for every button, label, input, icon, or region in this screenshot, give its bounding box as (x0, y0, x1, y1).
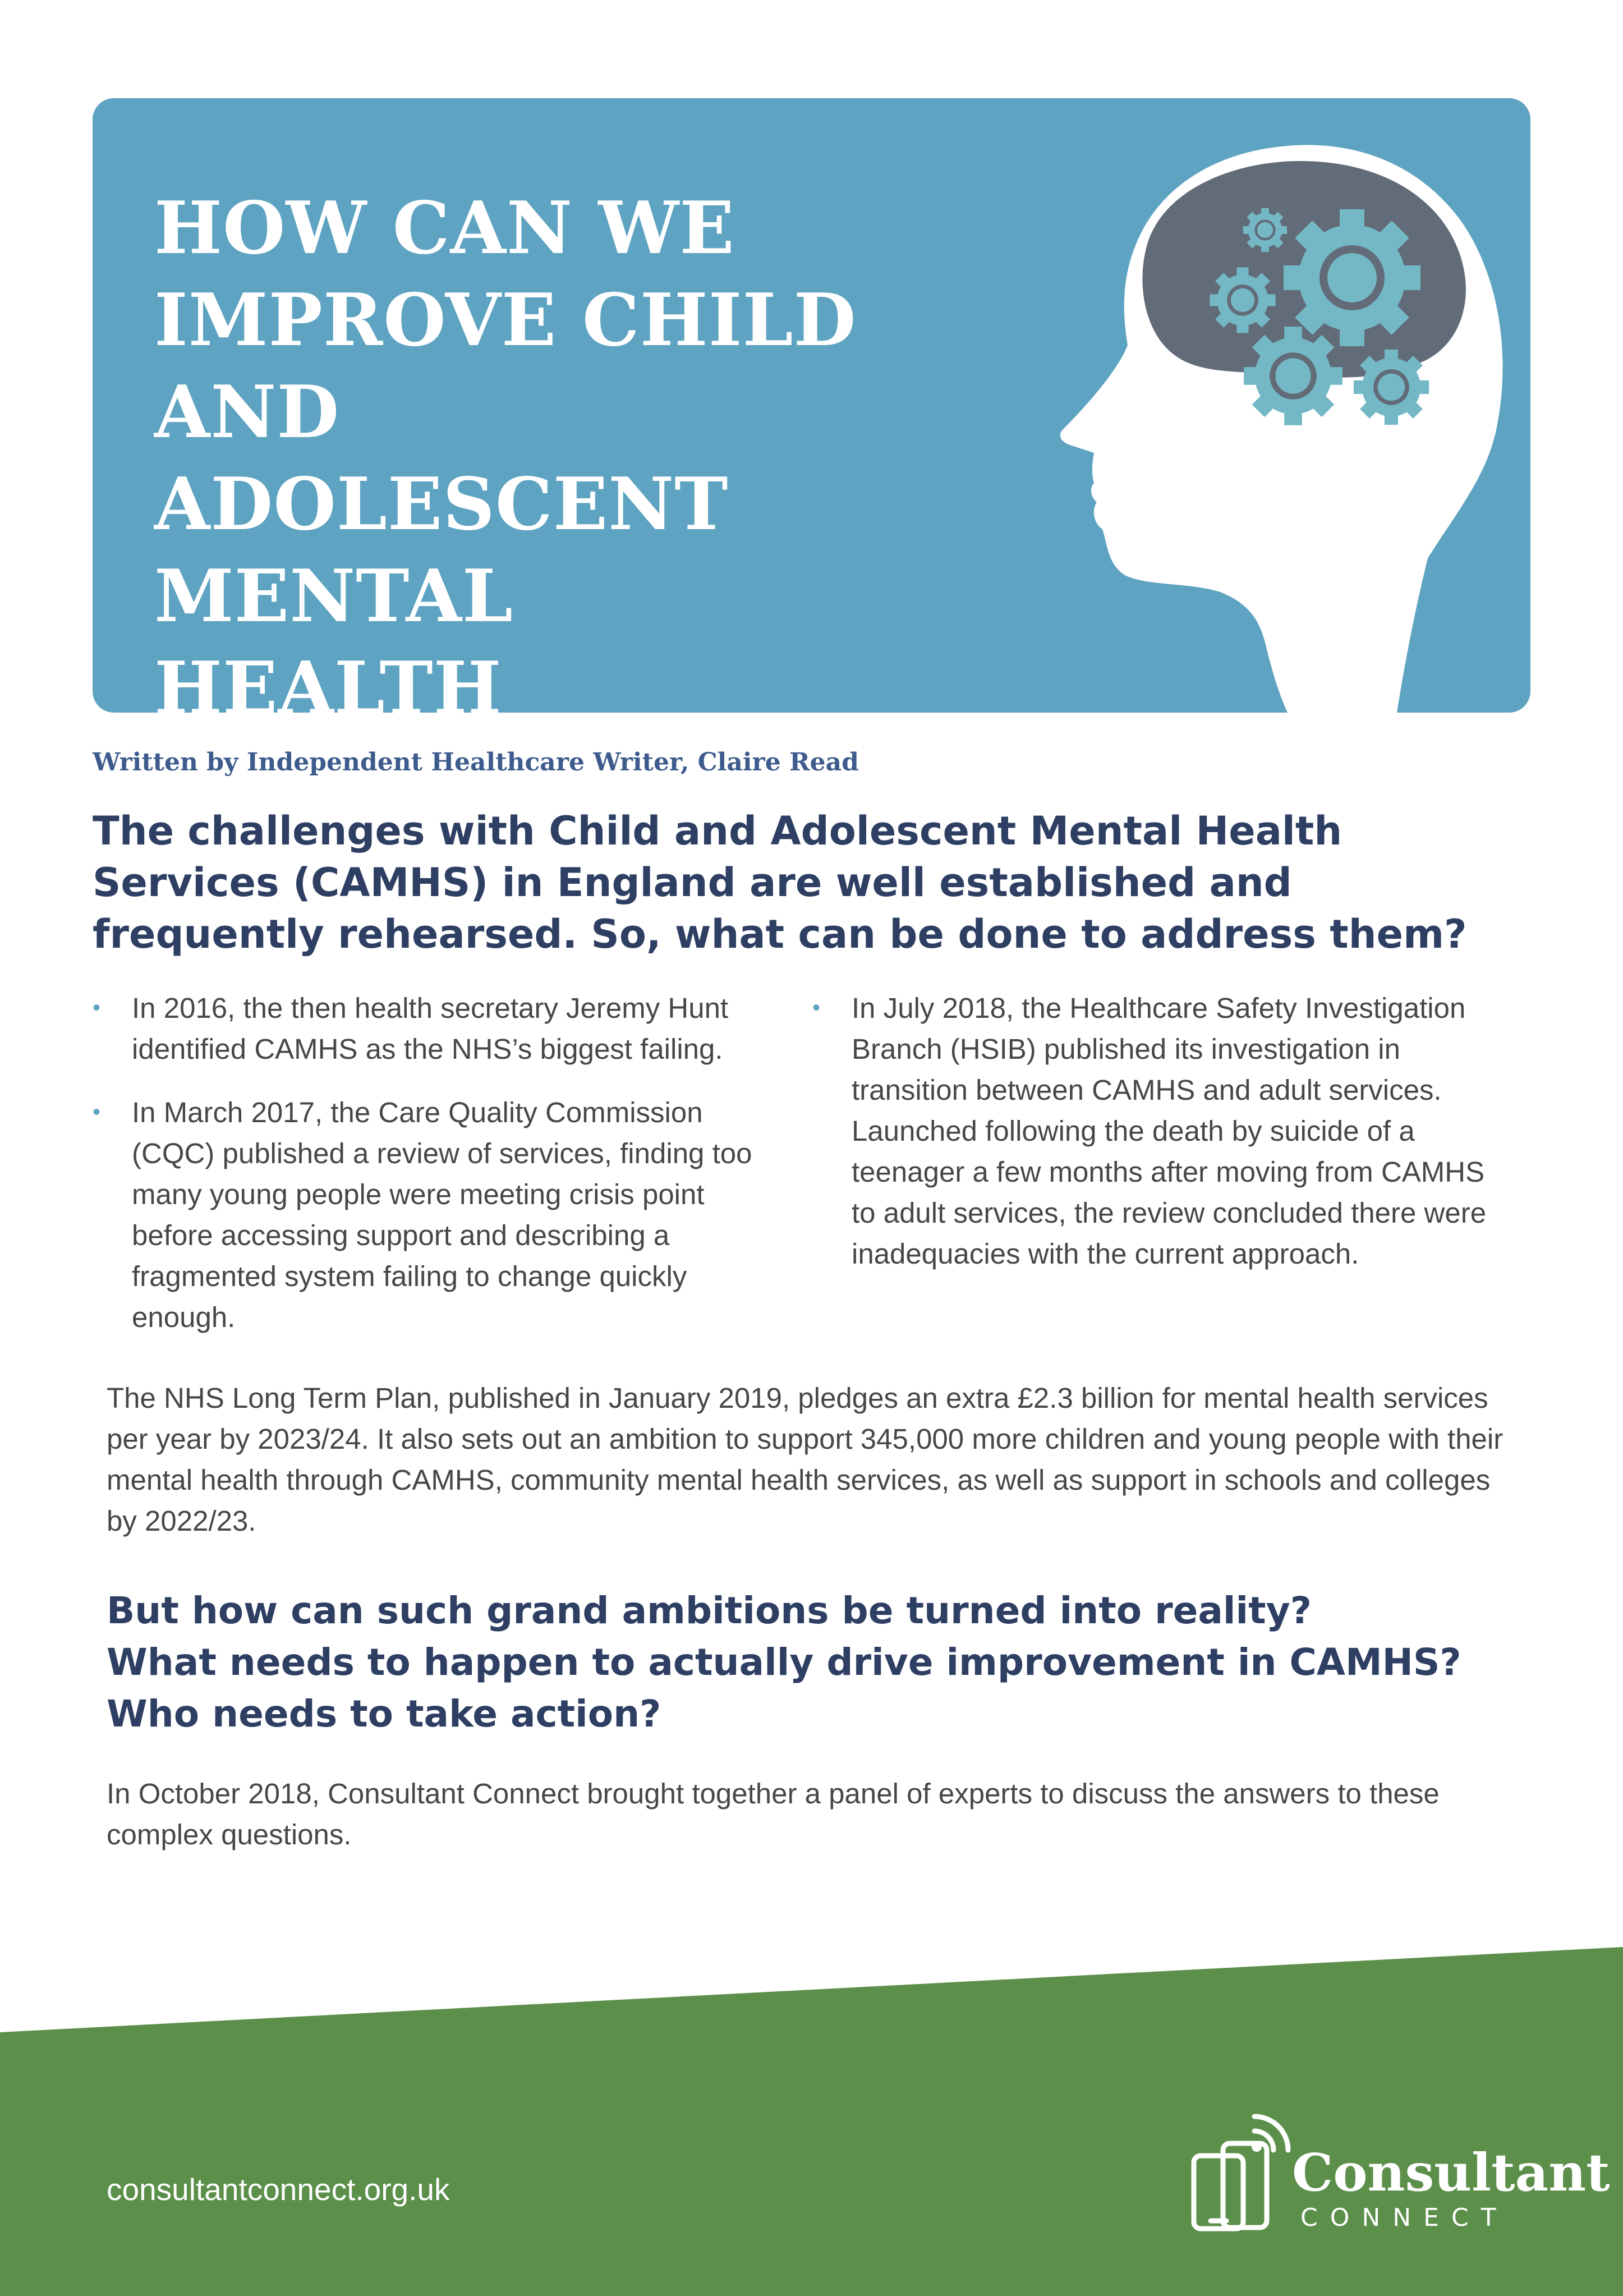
head-silhouette-with-gears-icon (923, 98, 1530, 713)
question-line: But how can such grand ambitions be turned into reality? (107, 1589, 1312, 1632)
logo-wordmark: Consultant (1292, 2142, 1610, 2203)
question-line: Who needs to take action? (107, 1692, 661, 1735)
connected-devices-icon (1188, 2110, 1306, 2239)
hero-banner (93, 98, 1530, 713)
byline: Written by Independent Healthcare Writer, Claire Read (93, 748, 859, 777)
bullet-marker: • (93, 995, 101, 1020)
list-item (93, 1092, 783, 1338)
hero-title-line: HOW CAN WE (154, 186, 735, 270)
logo-subtitle: CONNECT (1300, 2203, 1509, 2232)
bullet-text: In March 2017, the Care Quality Commission (CQC) published a review of services, finding too many young people were meeting crisis point before accessing support and describing a fragmented system failing to change quickly enough. (132, 1096, 752, 1333)
lead-heading: The challenges with Child and Adolescent Mental Health Services (CAMHS) in England are well established and frequently rehearsed. So, what can be done to address them? (93, 808, 1467, 957)
bullet-marker: • (812, 995, 821, 1020)
bullet-text: In 2016, the then health secretary Jeremy Hunt identified CAMHS as the NHS’s biggest failing. (132, 992, 729, 1065)
list-item (93, 988, 783, 1069)
hero-title-line: MENTAL HEALTH (154, 554, 513, 713)
body-paragraph-panel: In October 2018, Consultant Connect brought together a panel of experts to discuss the answers to these complex questions. (107, 1778, 1440, 1850)
hero-title (154, 182, 884, 713)
hero-title-line: AND ADOLESCENT (154, 370, 729, 547)
list-item (812, 988, 1511, 1274)
body-paragraph-long-term-plan: The NHS Long Term Plan, published in January 2019, pledges an extra £2.3 billion for mental health services per year by 2023/24. It also sets out an ambition to support 345,000 more children and young people with their mental health through CAMHS, community mental health services, as well as support in schools and colleges by 2022/23. (107, 1382, 1504, 1537)
bullet-list-left (93, 988, 783, 1360)
questions-heading (107, 1585, 1461, 1740)
bullet-marker: • (93, 1100, 101, 1124)
hero-title-line: IMPROVE CHILD (154, 278, 857, 362)
question-line: What needs to happen to actually drive improvement in CAMHS? (107, 1641, 1461, 1684)
footer-website-link[interactable]: consultantconnect.org.uk (107, 2172, 450, 2207)
bullet-list-right (812, 988, 1511, 1297)
consultant-connect-logo (1188, 2110, 1610, 2239)
bullet-text: In July 2018, the Healthcare Safety Investigation Branch (HSIB) published its investigation in transition between CAMHS and adult services. Launched following the death by suicide of a teenager a few months after moving from CAMHS to adult services, the review concluded there were inadequacies with the current approach. (852, 992, 1487, 1270)
